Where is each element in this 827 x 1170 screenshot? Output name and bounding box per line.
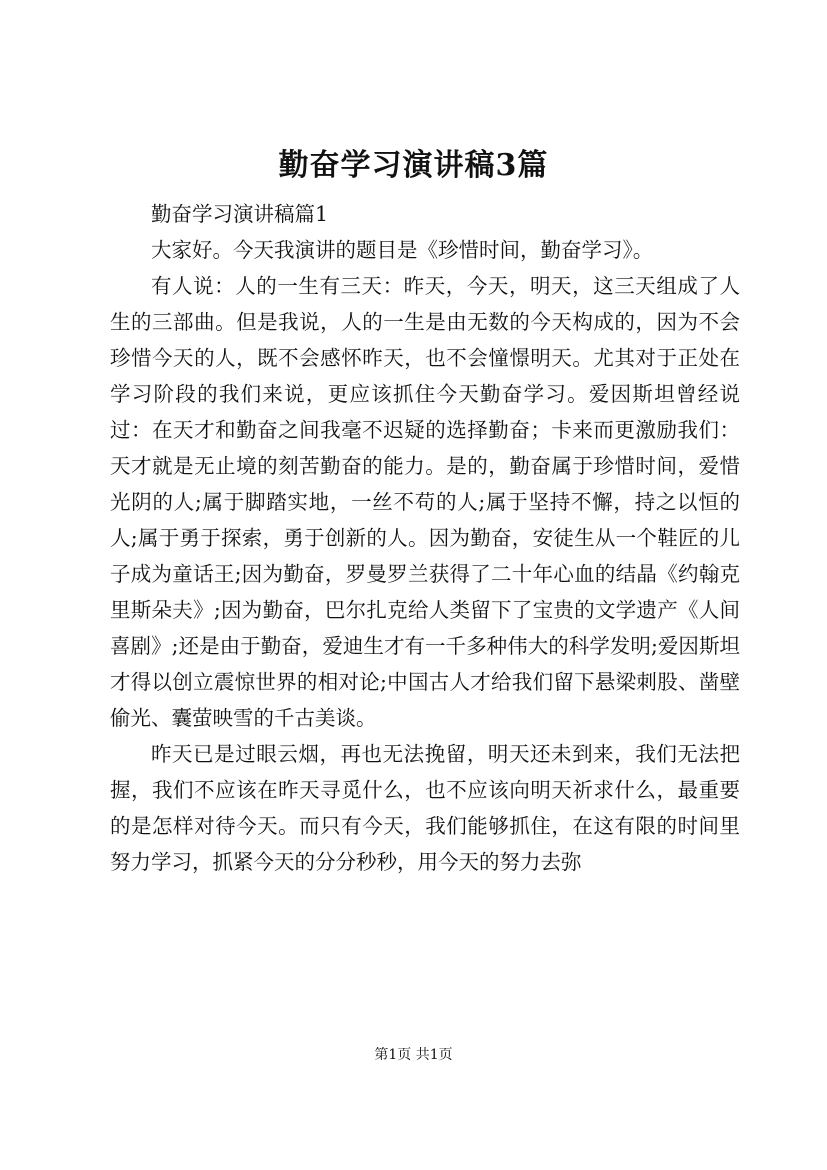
paragraph-closing: 昨天已是过眼云烟，再也无法挽留，明天还未到来，我们无法把握，我们不应该在昨天寻觅什么，也不应该向明天祈求什么，最重要的是怎样对待今天。而只有今天，我们能够抓住，在这有限的时间里努力学习，抓紧今天的分分秒秒，用今天的努力去弥	[110, 742, 740, 874]
paragraph-greeting: 大家好。今天我演讲的题目是《珍惜时间，勤奋学习》。	[151, 238, 654, 262]
paragraph-main: 有人说：人的一生有三天：昨天，今天，明天，这三天组成了人生的三部曲。但是我说，人的一生是由无数的今天构成的，因为不会珍惜今天的人，既不会感怀昨天，也不会憧憬明天。尤其对于正处在学习阶段的我们来说，更应该抓住今天勤奋学习。爱因斯坦曾经说过：在天才和勤奋之间我毫不迟疑的选择勤奋；卡来而更激励我们：天才就是无止境的刻苦勤奋的能力。是的，勤奋属于珍惜时间，爱惜光阴的人;属于脚踏实地，一丝不苟的人;属于坚持不懈，持之以恒的人;属于勇于探索，勇于创新的人。因为勤奋，安徒生从一个鞋匠的儿子成为童话王;因为勤奋，罗曼罗兰获得了二十年心血的结晶《约翰克里斯朵夫》;因为勤奋，巴尔扎克给人类留下了宝贵的文学遗产《人间喜剧》;还是由于勤奋，爱迪生才有一千多种伟大的科学发明;爱因斯坦才得以创立震惊世界的相对论;中国古人才给我们留下悬梁刺股、凿壁偷光、囊萤映雪的千古美谈。	[110, 274, 740, 730]
page-footer: 第1页 共1页	[374, 1047, 453, 1063]
section-heading: 勤奋学习演讲稿篇1	[151, 202, 329, 226]
document-title: 勤奋学习演讲稿3篇	[278, 148, 549, 183]
document-body	[110, 196, 740, 880]
